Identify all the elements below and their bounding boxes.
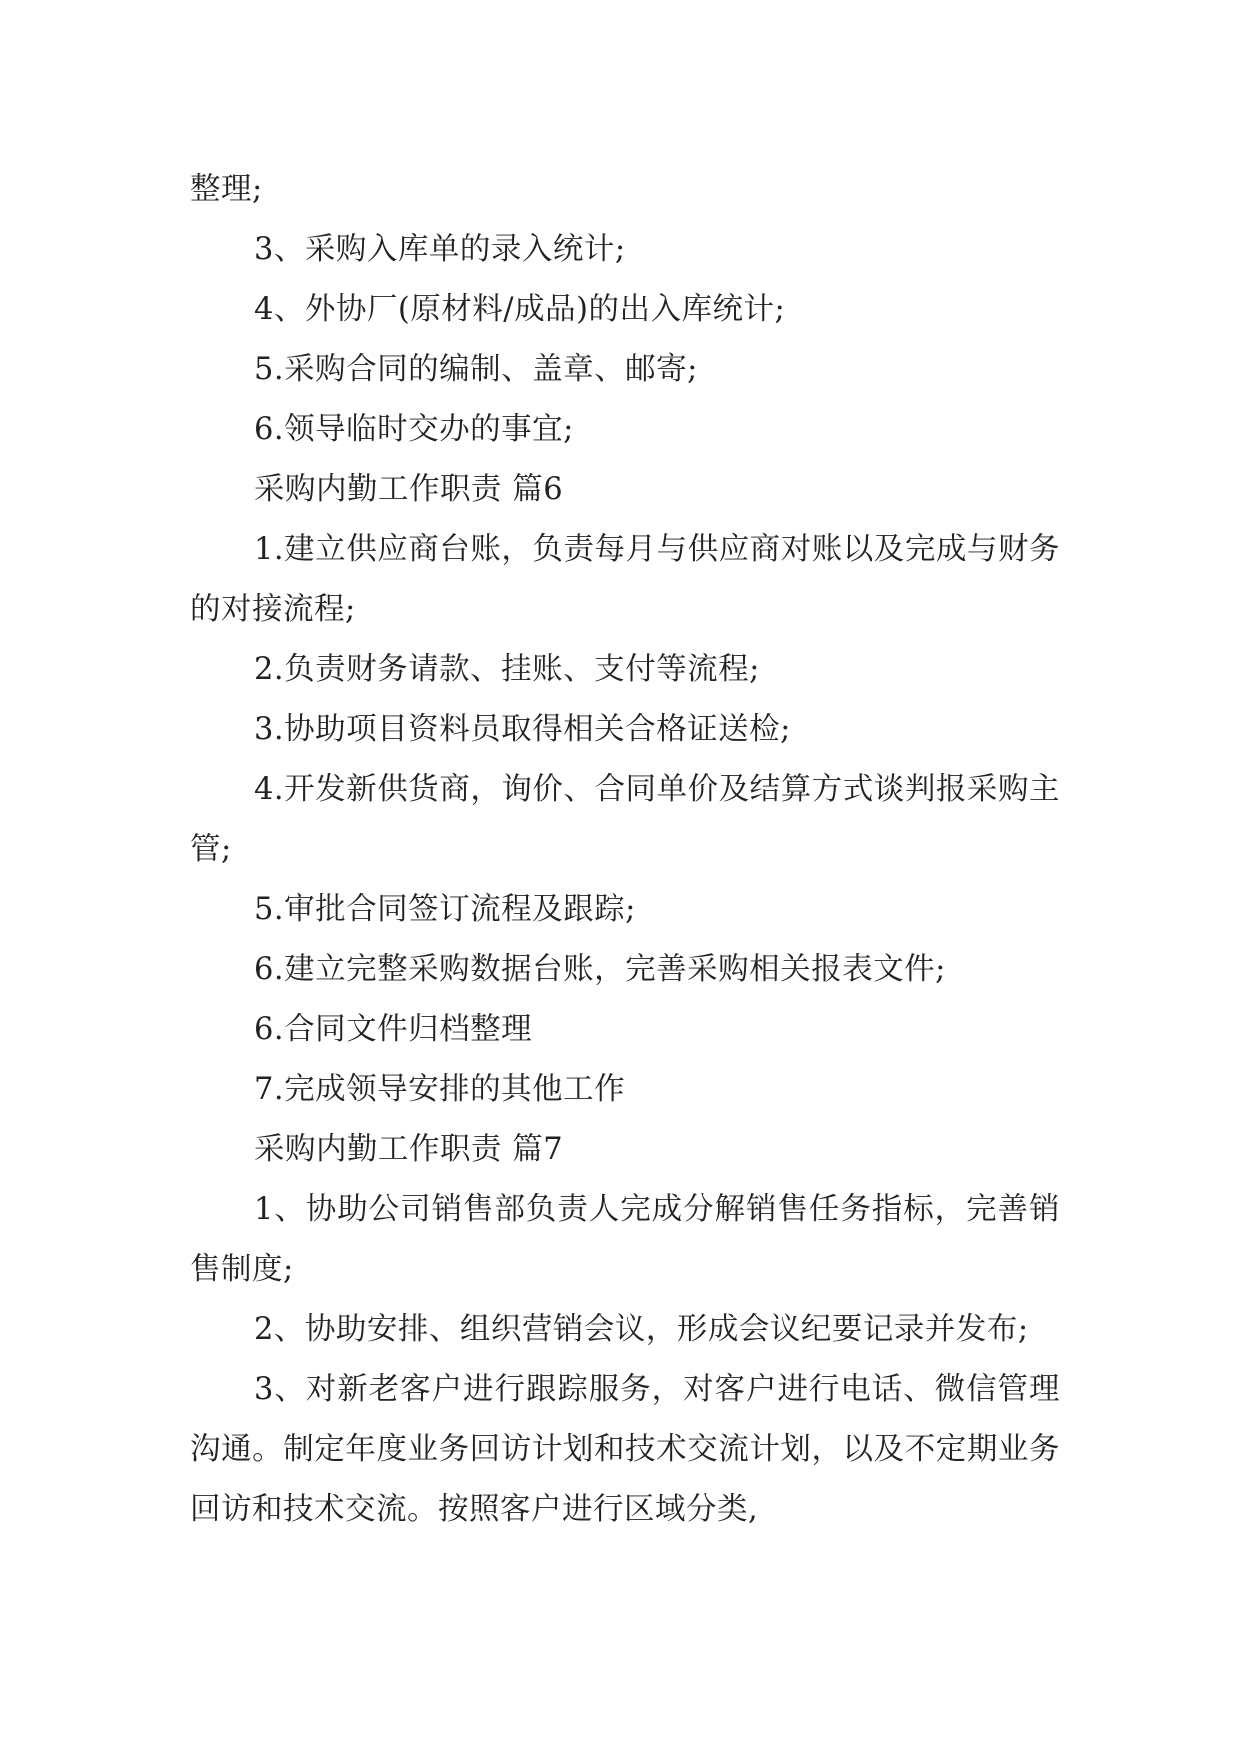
paragraph: 6.合同文件归档整理 [254, 1012, 533, 1047]
paragraph: 3、对新老客户进行跟踪服务，对客户进行电话、微信管理沟通。制定年度业务回访计划和技术交流计划，以及不定期业务回访和技术交流。按照客户进行区域分类, [190, 1372, 1060, 1527]
paragraph: 4.开发新供货商，询价、合同单价及结算方式谈判报采购主管; [190, 772, 1060, 867]
paragraph: 整理; [190, 172, 263, 207]
paragraph: 1.建立供应商台账，负责每月与供应商对账以及完成与财务的对接流程; [190, 532, 1060, 627]
section-heading: 采购内勤工作职责 篇7 [254, 1132, 564, 1167]
paragraph: 7.完成领导安排的其他工作 [254, 1072, 626, 1107]
paragraph: 5.审批合同签订流程及跟踪; [254, 892, 636, 927]
paragraph: 6.建立完整采购数据台账，完善采购相关报表文件; [254, 952, 946, 987]
section-heading: 采购内勤工作职责 篇6 [254, 472, 564, 507]
paragraph: 6.领导临时交办的事宜; [254, 412, 574, 447]
paragraph: 1、协助公司销售部负责人完成分解销售任务指标，完善销售制度; [190, 1192, 1060, 1287]
paragraph: 3、采购入库单的录入统计; [254, 232, 626, 267]
paragraph: 4、外协厂(原材料/成品)的出入库统计; [254, 292, 786, 327]
paragraph: 2、协助安排、组织营销会议，形成会议纪要记录并发布; [254, 1312, 1029, 1347]
paragraph: 3.协助项目资料员取得相关合格证送检; [254, 712, 791, 747]
paragraph: 5.采购合同的编制、盖章、邮寄; [254, 352, 698, 387]
paragraph: 2.负责财务请款、挂账、支付等流程; [254, 652, 760, 687]
document-body [190, 160, 1060, 1540]
